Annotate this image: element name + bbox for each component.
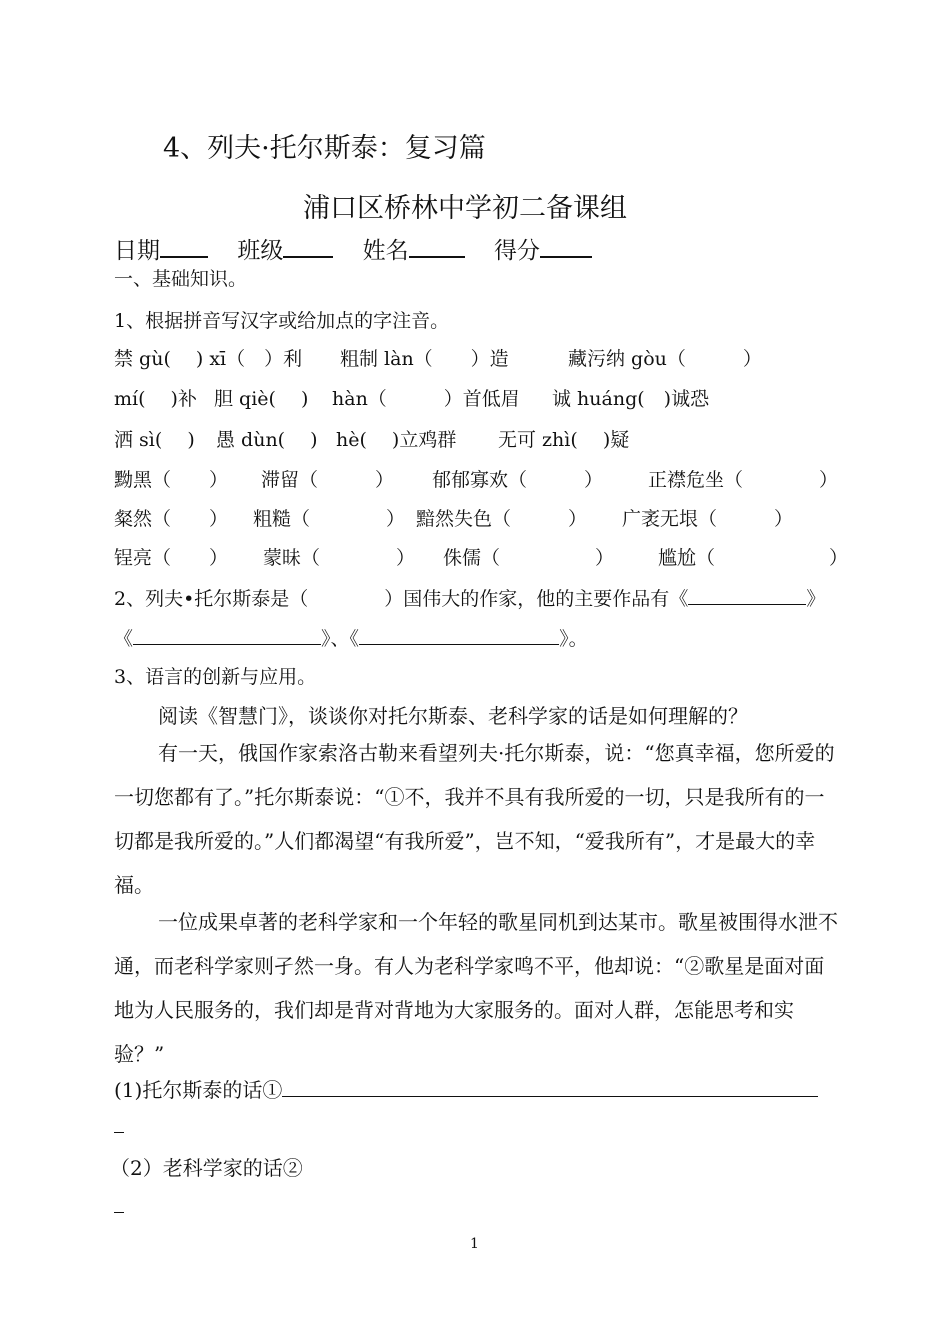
exercise-item: 藏污纳 gòu（ ） [568,348,762,370]
answer-blank[interactable] [688,586,806,605]
book-title-mark: 《 [669,588,689,610]
book-title-mark: 《 [114,628,134,650]
exercise-item: hàn（ ）首低眉 [332,388,520,410]
exercise-item: hè( )立鸡群 [336,429,457,451]
exercise-item: 胆 qiè( ) [214,388,309,410]
exercise-item: 粗制 làn（ ）造 [340,348,509,370]
exercise-item: 粗糙（ ） [253,508,406,530]
exercise-item: 无可 zhì( )疑 [498,429,630,451]
document-title: 4、列夫·托尔斯泰：复习篇 [163,133,486,164]
answer-line-stub [114,1212,124,1213]
exercise-item: 锃亮（ ） [114,547,229,569]
exercise-item: 愚 dùn( ) [216,429,318,451]
exercise-item: 正襟危坐（ ） [648,469,839,491]
exercise-item: 侏儒（ ） [443,547,615,569]
passage-paragraph: 一位成果卓著的老科学家和一个年轻的歌星同机到达某市。歌星被围得水泄不通，而老科学家则孑然一身。有人为老科学家鸣不平，他却说：“②歌星是面对面地为人民服务的，我们却是背对背地为大家服务的。面对人群，怎能思考和实验？” [114,910,838,1066]
exercise-item: 禁 gù( ) xī（ ）利 [114,348,303,370]
sub-question-1-label: (1)托尔斯泰的话① [114,1078,283,1102]
question-1: 1、根据拼音写汉字或给加点的字注音。 [114,310,450,332]
document-subtitle: 浦口区桥林中学初二备课组 [303,193,627,224]
class-label: 班级 [237,238,284,264]
score-blank[interactable] [540,232,592,258]
answer-line-stub [114,1132,124,1133]
exercise-item: 滞留（ ） [261,469,395,491]
exercise-item: 诚 huáng( )诚恐 [552,388,710,410]
answer-line[interactable] [282,1076,818,1097]
exercise-item: 黝黑（ ） [114,469,229,491]
question-2 [114,584,825,611]
page-number: 1 [470,1236,479,1252]
book-title-mark: 》 [559,628,569,650]
date-blank[interactable] [160,232,208,258]
exercise-item: mí( )补 [114,388,197,410]
question-2-continued [114,624,588,651]
question-2-text: 2、列夫•托尔斯泰是（ ）国伟大的作家，他的主要作品有 [114,588,670,610]
class-blank[interactable] [283,232,333,258]
answer-blank[interactable] [359,626,559,645]
book-title-mark: 》 [806,588,826,610]
exercise-item: 洒 sì( ) [114,429,195,451]
question-3: 3、语言的创新与应用。 [114,666,317,688]
exercise-item: 郁郁寡欢（ ） [432,469,604,491]
passage-paragraph: 有一天，俄国作家索洛古勒来看望列夫·托尔斯泰，说：“您真幸福，您所爱的一切您都有了。”托尔斯泰说：“①不，我并不具有我所爱的一切，只是我所有的一切都是我所爱的。”人们都渴望“有我所爱”，岂不知，“爱我所有”，才是最大的幸福。 [114,741,835,897]
score-label: 得分 [493,238,540,264]
name-blank[interactable] [409,232,465,258]
student-info-line [114,232,614,265]
separator: 、 [330,628,350,650]
exercise-item: 蒙昧（ ） [263,547,416,569]
end-mark: 。 [568,628,588,650]
answer-blank[interactable] [133,626,321,645]
sub-question-1 [114,1074,818,1103]
exercise-item: 粲然（ ） [114,508,229,530]
exercise-item: 黯然失色（ ） [416,508,588,530]
question-3-prompt: 阅读《智慧门》，谈谈你对托尔斯泰、老科学家的话是如何理解的？ [158,704,748,728]
name-label: 姓名 [362,238,409,264]
sub-question-2: （2）老科学家的话② [110,1156,303,1180]
section-heading: 一、基础知识。 [114,268,248,290]
date-label: 日期 [114,238,160,264]
book-title-mark: 》 [321,628,331,650]
book-title-mark: 《 [349,628,360,650]
exercise-item: 尴尬（ ） [658,547,849,569]
exercise-item: 广袤无垠（ ） [622,508,794,530]
